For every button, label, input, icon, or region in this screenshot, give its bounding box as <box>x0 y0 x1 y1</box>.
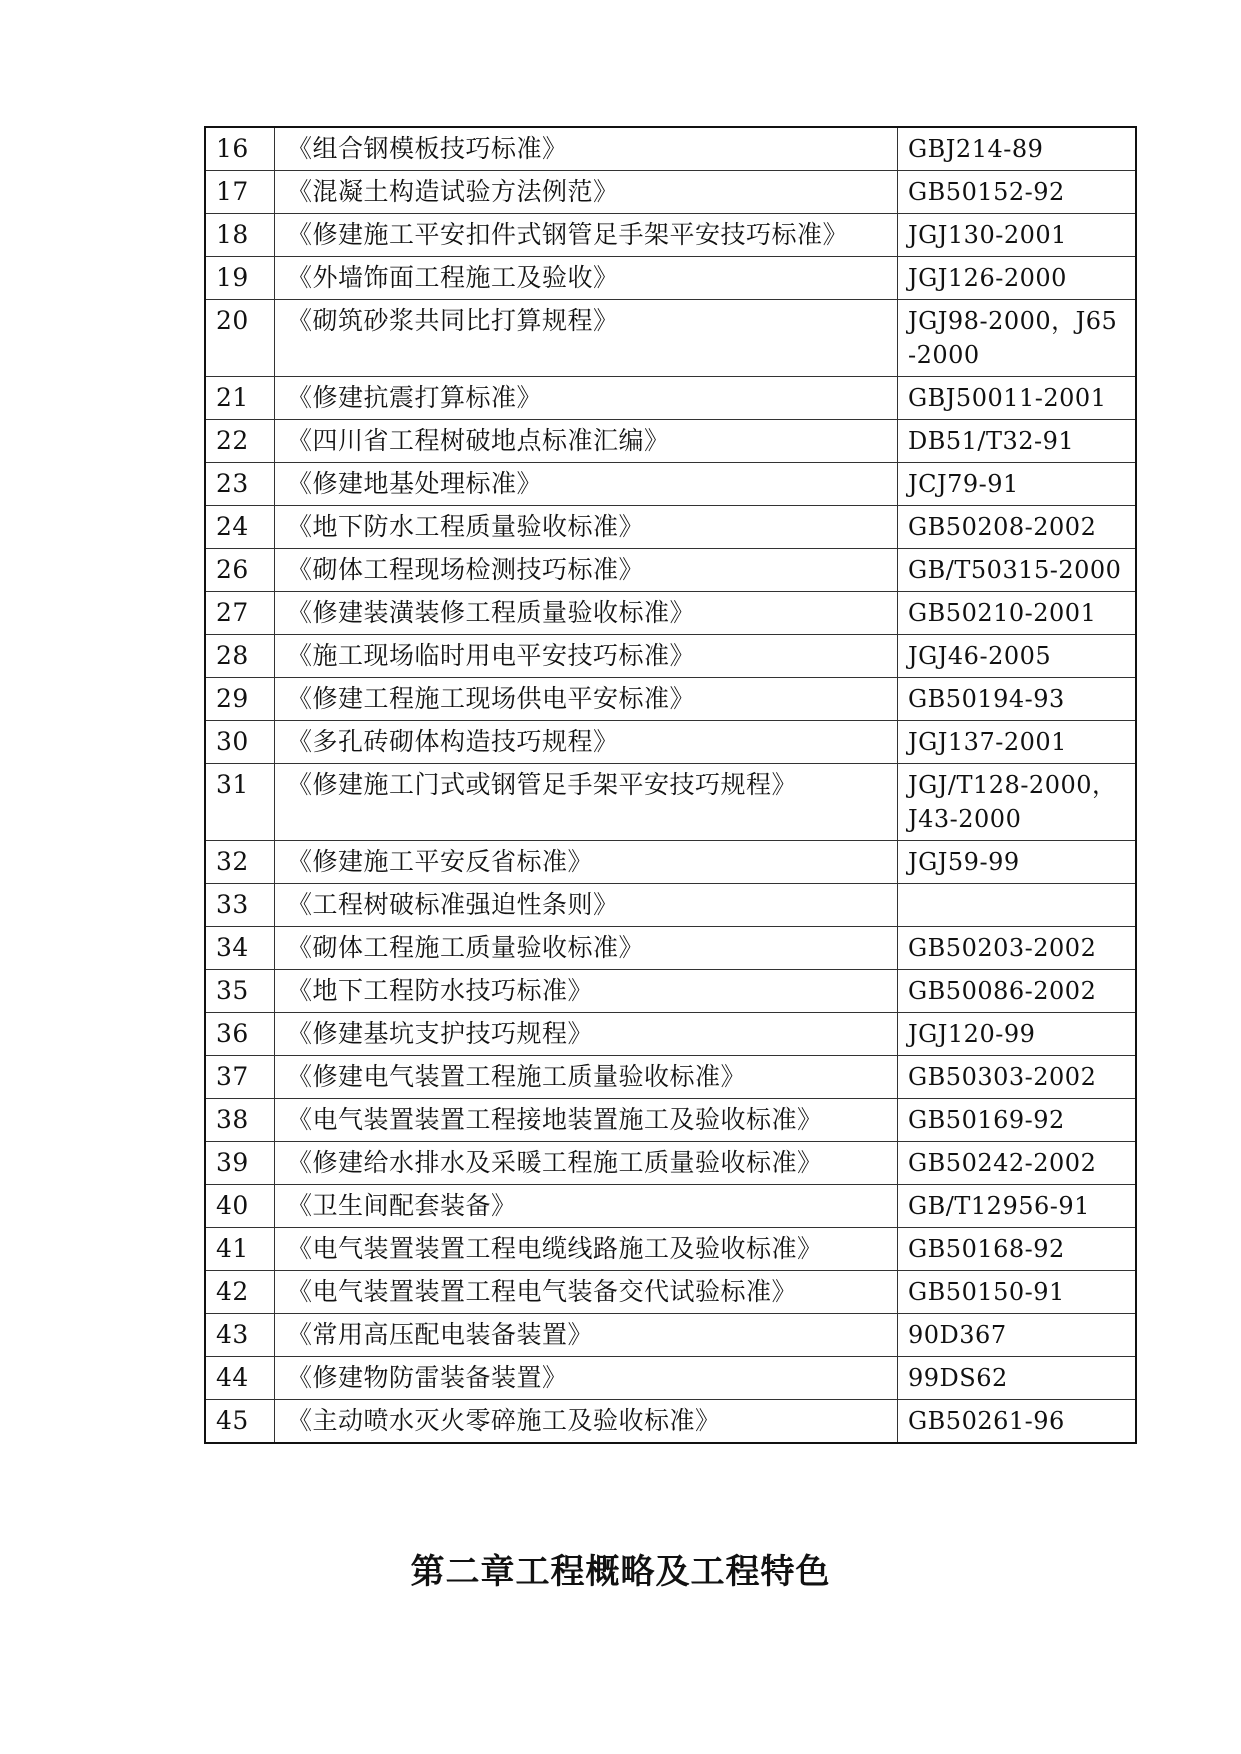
standard-number: 27 <box>205 592 275 635</box>
table-row <box>205 1185 1136 1228</box>
standard-number: 43 <box>205 1314 275 1357</box>
standard-number: 38 <box>205 1099 275 1142</box>
table-row <box>205 970 1136 1013</box>
table-row <box>205 927 1136 970</box>
standard-name: 《砌筑砂浆共同比打算规程》 <box>275 300 898 377</box>
standard-name: 《主动喷水灭火零碎施工及验收标准》 <box>275 1400 898 1444</box>
standard-name: 《修建工程施工现场供电平安标准》 <box>275 678 898 721</box>
table-row <box>205 1314 1136 1357</box>
standard-name: 《混凝土构造试验方法例范》 <box>275 171 898 214</box>
standard-name: 《修建施工平安反省标准》 <box>275 841 898 884</box>
standard-code: GB50208-2002 <box>898 506 1137 549</box>
standards-table <box>204 126 1137 1444</box>
standard-number: 26 <box>205 549 275 592</box>
standard-code: JGJ98-2000，J65-2000 <box>898 300 1137 377</box>
table-row <box>205 635 1136 678</box>
standard-name: 《多孔砖砌体构造技巧规程》 <box>275 721 898 764</box>
table-row <box>205 1228 1136 1271</box>
table-row <box>205 1056 1136 1099</box>
standard-name: 《组合钢模板技巧标准》 <box>275 127 898 171</box>
standard-code: GB50261-96 <box>898 1400 1137 1444</box>
standard-name: 《修建地基处理标准》 <box>275 463 898 506</box>
standard-name: 《卫生间配套装备》 <box>275 1185 898 1228</box>
standard-number: 36 <box>205 1013 275 1056</box>
table-row <box>205 257 1136 300</box>
standard-code: JGJ130-2001 <box>898 214 1137 257</box>
standard-code: GBJ50011-2001 <box>898 377 1137 420</box>
standard-code: 90D367 <box>898 1314 1137 1357</box>
standard-name: 《修建施工平安扣件式钢管足手架平安技巧标准》 <box>275 214 898 257</box>
standard-name: 《砌体工程现场检测技巧标准》 <box>275 549 898 592</box>
standard-number: 23 <box>205 463 275 506</box>
standard-name: 《四川省工程树破地点标准汇编》 <box>275 420 898 463</box>
table-row <box>205 1013 1136 1056</box>
standard-number: 17 <box>205 171 275 214</box>
table-row <box>205 841 1136 884</box>
standard-number: 28 <box>205 635 275 678</box>
table-row <box>205 678 1136 721</box>
standard-number: 37 <box>205 1056 275 1099</box>
standard-name: 《砌体工程施工质量验收标准》 <box>275 927 898 970</box>
table-row <box>205 721 1136 764</box>
standard-code: GB50203-2002 <box>898 927 1137 970</box>
standard-code: JGJ126-2000 <box>898 257 1137 300</box>
standard-code: GBJ214-89 <box>898 127 1137 171</box>
standard-name: 《修建电气装置工程施工质量验收标准》 <box>275 1056 898 1099</box>
standard-name: 《电气装置装置工程电缆线路施工及验收标准》 <box>275 1228 898 1271</box>
standard-name: 《修建基坑支护技巧规程》 <box>275 1013 898 1056</box>
standard-code: GB50194-93 <box>898 678 1137 721</box>
standard-name: 《修建给水排水及采暖工程施工质量验收标准》 <box>275 1142 898 1185</box>
standard-code: GB50303-2002 <box>898 1056 1137 1099</box>
standard-number: 30 <box>205 721 275 764</box>
standard-name: 《电气装置装置工程接地装置施工及验收标准》 <box>275 1099 898 1142</box>
standard-number: 21 <box>205 377 275 420</box>
standard-code: JGJ137-2001 <box>898 721 1137 764</box>
standard-name: 《工程树破标准强迫性条则》 <box>275 884 898 927</box>
table-row <box>205 1142 1136 1185</box>
standard-number: 39 <box>205 1142 275 1185</box>
standard-code: JGJ46-2005 <box>898 635 1137 678</box>
table-row <box>205 300 1136 377</box>
standard-code: JGJ120-99 <box>898 1013 1137 1056</box>
table-row <box>205 1271 1136 1314</box>
standard-code: JGJ/T128-2000，J43-2000 <box>898 764 1137 841</box>
table-row <box>205 764 1136 841</box>
standard-code <box>898 884 1137 927</box>
standard-name: 《地下防水工程质量验收标准》 <box>275 506 898 549</box>
standard-code: GB50169-92 <box>898 1099 1137 1142</box>
standard-name: 《修建装潢装修工程质量验收标准》 <box>275 592 898 635</box>
standard-number: 32 <box>205 841 275 884</box>
standard-code: DB51/T32-91 <box>898 420 1137 463</box>
standard-number: 45 <box>205 1400 275 1444</box>
standard-number: 19 <box>205 257 275 300</box>
table-row <box>205 171 1136 214</box>
table-row <box>205 420 1136 463</box>
table-row <box>205 377 1136 420</box>
standard-name: 《施工现场临时用电平安技巧标准》 <box>275 635 898 678</box>
standard-number: 24 <box>205 506 275 549</box>
standard-number: 42 <box>205 1271 275 1314</box>
table-row <box>205 1357 1136 1400</box>
standards-table-body <box>205 127 1136 1443</box>
standard-name: 《修建施工门式或钢管足手架平安技巧规程》 <box>275 764 898 841</box>
table-row <box>205 463 1136 506</box>
table-row <box>205 1099 1136 1142</box>
standard-number: 16 <box>205 127 275 171</box>
table-row <box>205 549 1136 592</box>
standard-code: JCJ79-91 <box>898 463 1137 506</box>
table-row <box>205 1400 1136 1444</box>
table-row <box>205 592 1136 635</box>
standard-name: 《外墙饰面工程施工及验收》 <box>275 257 898 300</box>
standard-name: 《电气装置装置工程电气装备交代试验标准》 <box>275 1271 898 1314</box>
standard-number: 29 <box>205 678 275 721</box>
standard-number: 33 <box>205 884 275 927</box>
standard-number: 18 <box>205 214 275 257</box>
standard-code: GB50168-92 <box>898 1228 1137 1271</box>
table-row <box>205 884 1136 927</box>
standard-number: 20 <box>205 300 275 377</box>
standard-code: GB/T50315-2000 <box>898 549 1137 592</box>
chapter-title: 第二章工程概略及工程特色 <box>410 1552 831 1592</box>
standard-number: 40 <box>205 1185 275 1228</box>
standard-code: GB/T12956-91 <box>898 1185 1137 1228</box>
standard-code: GB50086-2002 <box>898 970 1137 1013</box>
standard-number: 44 <box>205 1357 275 1400</box>
standard-name: 《修建抗震打算标准》 <box>275 377 898 420</box>
standard-number: 34 <box>205 927 275 970</box>
standard-name: 《地下工程防水技巧标准》 <box>275 970 898 1013</box>
standard-code: GB50150-91 <box>898 1271 1137 1314</box>
standard-number: 31 <box>205 764 275 841</box>
standard-code: GB50152-92 <box>898 171 1137 214</box>
standard-code: GB50242-2002 <box>898 1142 1137 1185</box>
table-row <box>205 127 1136 171</box>
standard-code: 99DS62 <box>898 1357 1137 1400</box>
standard-code: JGJ59-99 <box>898 841 1137 884</box>
table-row <box>205 214 1136 257</box>
standard-number: 22 <box>205 420 275 463</box>
standard-name: 《修建物防雷装备装置》 <box>275 1357 898 1400</box>
standard-code: GB50210-2001 <box>898 592 1137 635</box>
standard-number: 41 <box>205 1228 275 1271</box>
standard-name: 《常用高压配电装备装置》 <box>275 1314 898 1357</box>
table-row <box>205 506 1136 549</box>
standard-number: 35 <box>205 970 275 1013</box>
